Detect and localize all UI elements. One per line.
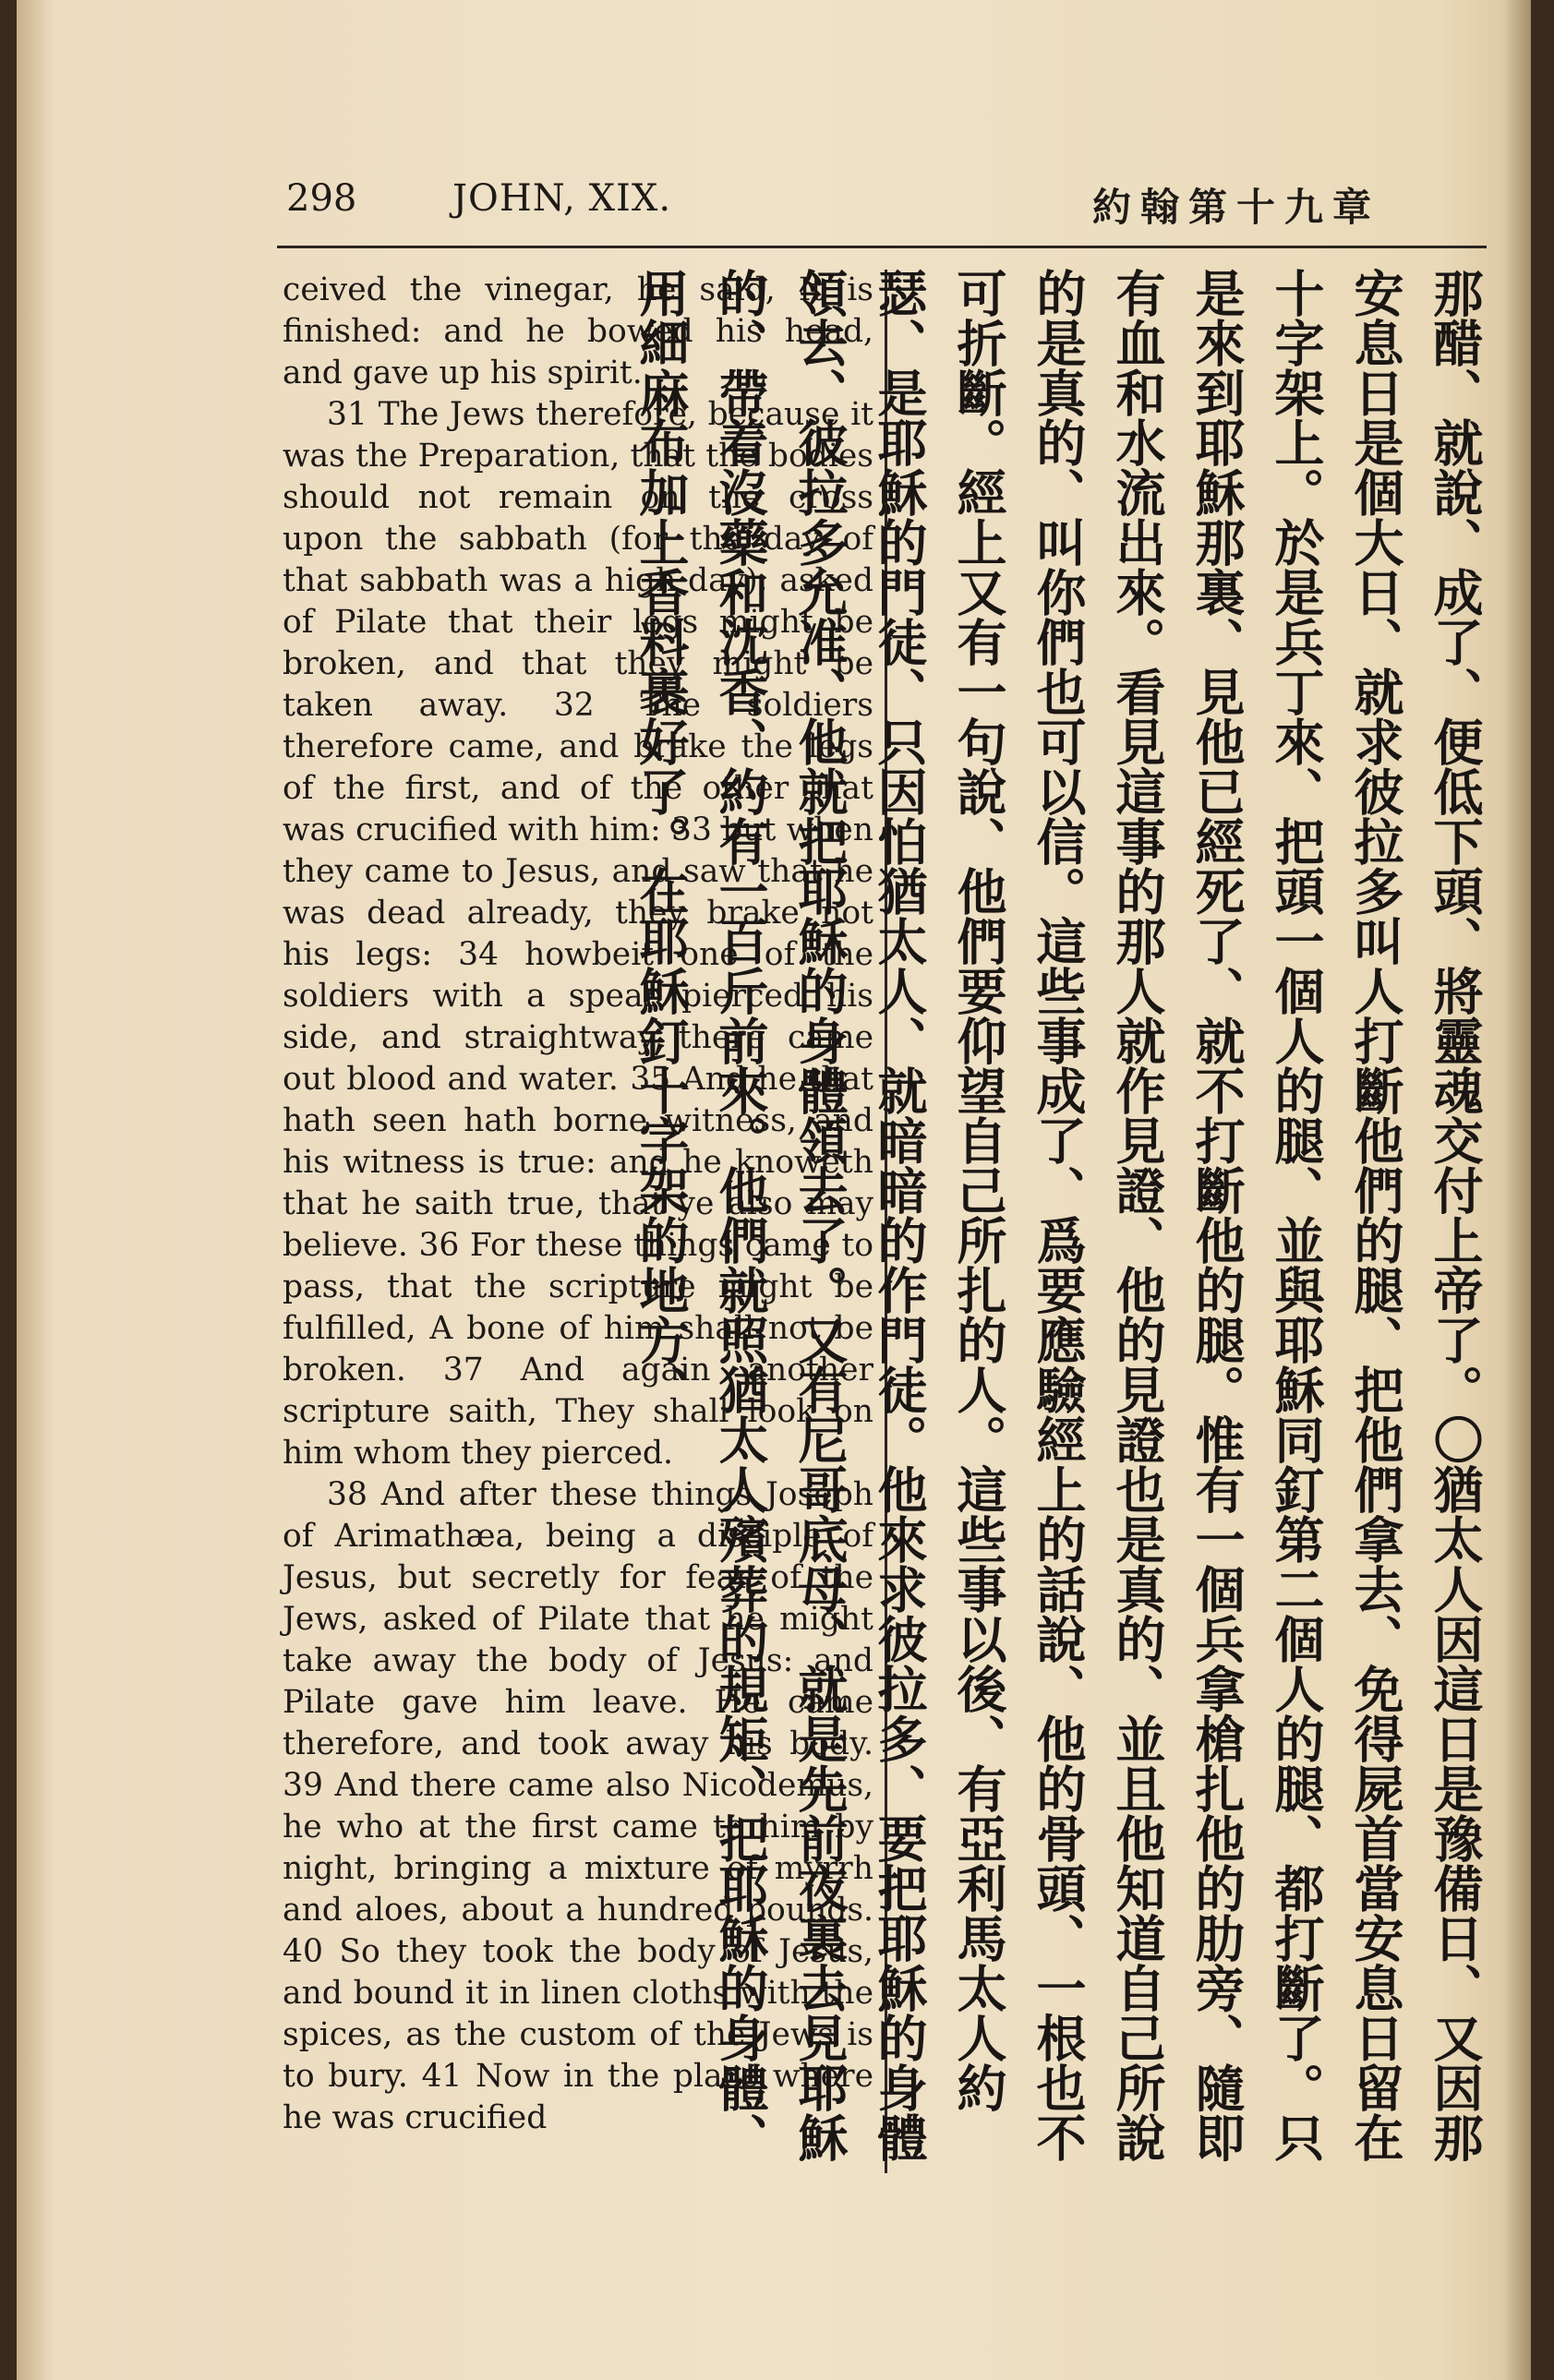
book-page bbox=[17, 0, 1531, 2380]
running-title: JOHN, XIX. bbox=[452, 177, 672, 220]
english-paragraph: ceived the vinegar, he said, It is finished: and he bowed his head, and gave up his spirit. bbox=[283, 271, 873, 391]
english-paragraph: 31 The Jews therefore, because it was the Preparation, that the bodies should not remain on the cross upon the sabbath (for the day of that sabbath was a high day), asked of Pilate that their legs might be broken, and that they might be taken away. 32 The soldiers therefore came, and brake the legs of the first, and of the other that was crucified with him: 33 but when they came to Jesus, and saw that he was dead already, they brake not his legs: 34 howbeit one of the soldiers with a spear pierced his side, and straightway there came out blood and water. 35 And he that hath seen hath borne witness, and his witness is true: and he knoweth that he saith true, that ye also may believe. 36 For these things came to pass, that the scripture might be fulfilled, A bone of him shall not be broken. 37 And again another scripture saith, They shall look on him whom they pierced. bbox=[283, 396, 873, 1472]
page-edge-shadow bbox=[1503, 0, 1531, 2380]
page-number: 298 bbox=[286, 177, 357, 220]
page-header bbox=[268, 177, 1500, 233]
chinese-column: 那醋、就說、成了、便低下頭、將靈魂交付上帝了。〇猶太人因這日是豫備日、又因那安息日是個大日、就求彼拉多叫人打斷他們的腿、把他們拿去、免得屍首當安息日留在十字架上。於是兵丁來、把頭一個人的腿、並與耶穌同釘第二個人的腿、都打斷了。只是來到耶穌那裏、見他已經死了、就不打斷他的腿。惟有一個兵拿槍扎他的肋旁、隨即有血和水流出來。看見這事的那人就作見證、他的見證也是真的、並且他知道自己所說的是真的、叫你們也可以信。這些事成了、爲要應驗經上的話說、他的骨頭、一根也不可折斷。經上又有一句說、他們要仰望自己所扎的人。這些事以後、有亞利馬太人約瑟、是耶穌的門徒、只因怕猶太人、就暗暗的作門徒。他來求彼拉多、要把耶穌的身體領去、彼拉多允准、他就把耶穌的身體領去了。又有尼哥底母、就是先前夜裏去見耶穌的、帶着沒藥和沈香、約有一百斤前來。他們就照猶太人殯葬的規矩、把耶穌的身體、用細麻布加上香料裹好了。在耶穌釘十字架的地方、 bbox=[632, 268, 1484, 2162]
header-rule bbox=[277, 246, 1487, 248]
chinese-running-title: 約翰第十九章 bbox=[1091, 185, 1380, 230]
english-paragraph: 38 And after these things Joseph of Arimathæa, being a disciple of Jesus, but secretly for fear of the Jews, asked of Pilate that he might take away the body of Jesus: and Pilate gave him leave. He came therefore, and took away his body. 39 And there came also Nicodemus, he who at the first came to him by night, bringing a mixture of myrrh and aloes, about a hundred pounds. 40 So they took the body of Jesus, and bound it in linen cloths with the spices, as the custom of the Jews is to bury. 41 Now in the place where he was crucified bbox=[283, 1476, 873, 2136]
